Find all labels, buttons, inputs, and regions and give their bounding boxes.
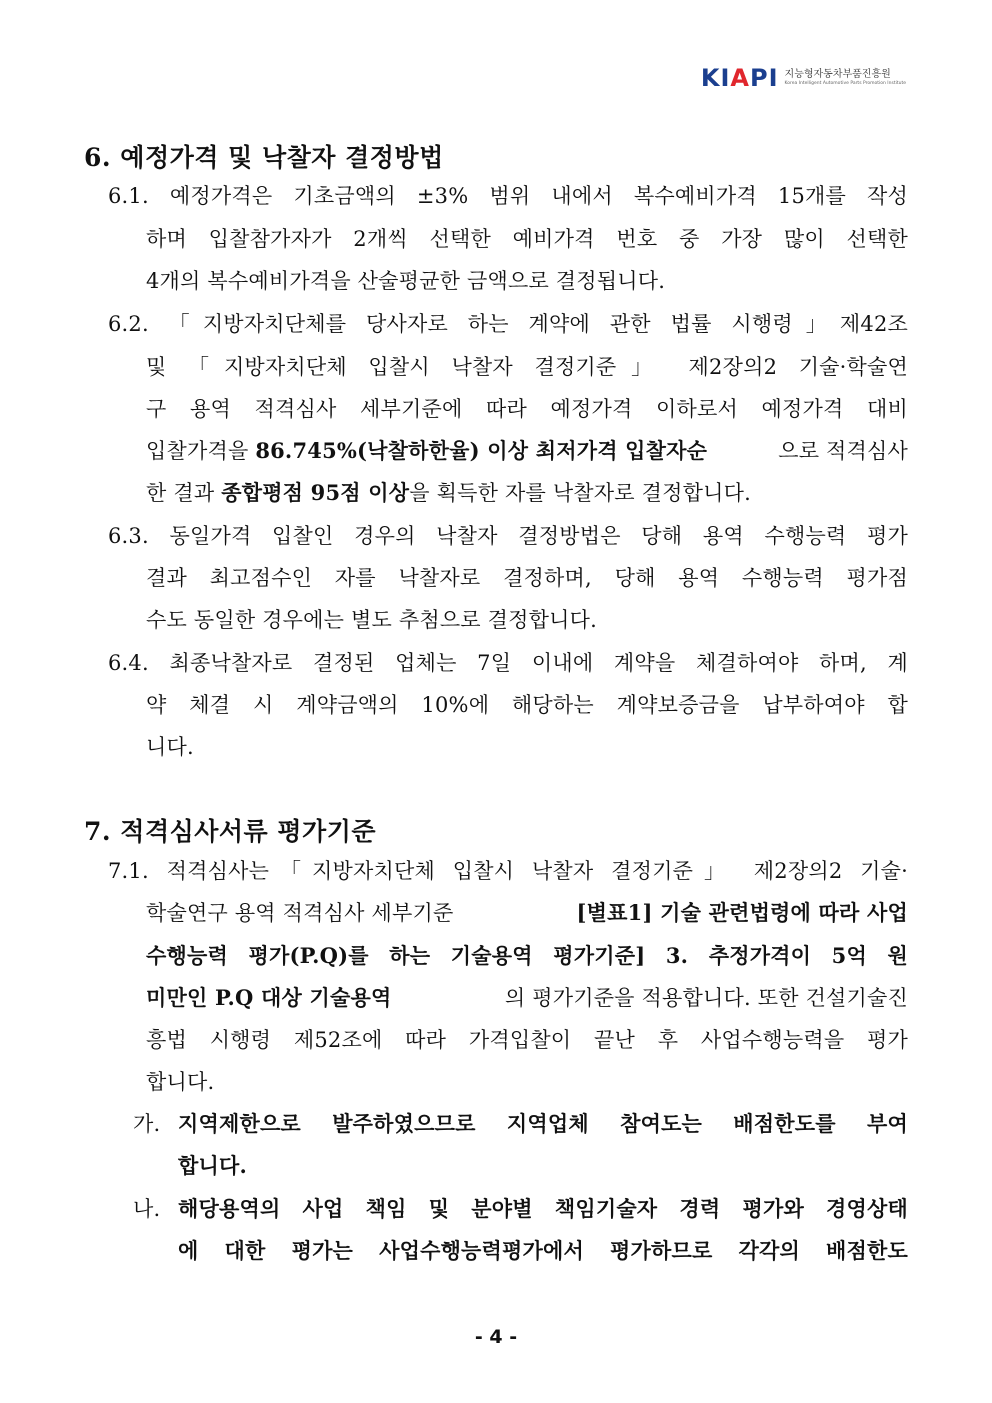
item-ga-line: 합니다. (178, 1153, 247, 1178)
para-6-3-line: 결과 최고점수인 자를 낙찰자로 결정하며, 당해 용역 수행능력 평가점 (146, 566, 908, 590)
item-na-line: 에 대한 평가는 사업수행능력평가에서 평가하므로 각각의 배점한도 (178, 1238, 908, 1263)
para-7-1-line: 수행능력 평가(P.Q)를 하는 기술용역 평가기준] 3. 추정가격이 5억 원 (146, 943, 908, 968)
bold-rate: 86.745%(낙찰하한율) 이상 최저가격 입찰자순 (255, 438, 708, 463)
para-6-4-line: 6.4. 최종낙찰자로 결정된 업체는 7일 이내에 계약을 체결하여야 하며, 계 (108, 651, 908, 675)
item-ga-marker: 가. (133, 1112, 161, 1136)
section-7-title: 7. 적격심사서류 평가기준 (84, 817, 377, 846)
para-7-1-line: 흥법 시행령 제52조에 따라 가격입찰이 끝난 후 사업수행능력을 평가 (146, 1028, 908, 1052)
para-7-1-line: 미만인 P.Q 대상 기술용역 의 평가기준을 적용합니다. 또한 건설기술진 (146, 985, 908, 1010)
para-6-2-line: 입찰가격을 86.745%(낙찰하한율) 이상 최저가격 입찰자순 으로 적격심사 (146, 438, 908, 463)
kiapi-logo: KIAPI (700, 64, 779, 92)
para-6-2-line: 6.2. 「지방자치단체를 당사자로 하는 계약에 관한 법률 시행령」제42조 (108, 312, 908, 336)
para-6-2-line: 구 용역 적격심사 세부기준에 따라 예정가격 이하로서 예정가격 대비 (146, 397, 908, 421)
para-7-1-line: 7.1. 적격심사는「지방자치단체 입찰시 낙찰자 결정기준」 제2장의2 기술· (108, 859, 908, 883)
org-name-en: Korea Intelligent Automotive Parts Promotion Institute (784, 81, 906, 86)
para-6-4-line: 약 체결 시 계약금액의 10%에 해당하는 계약보증금을 납부하여야 합 (146, 693, 908, 717)
para-6-1-line: 하며 입찰참가자가 2개씩 선택한 예비가격 번호 중 가장 많이 선택한 (146, 227, 908, 251)
para-6-2-line: 한 결과 종합평점 95점 이상을 획득한 자를 낙찰자로 결정합니다. (146, 480, 751, 505)
para-6-3-line: 수도 동일한 경우에는 별도 추첨으로 결정합니다. (146, 608, 597, 632)
para-6-4-line: 니다. (146, 735, 194, 759)
para-6-3-line: 6.3. 동일가격 입찰인 경우의 낙찰자 결정방법은 당해 용역 수행능력 평가 (108, 524, 908, 548)
bold-score: 종합평점 95점 이상 (221, 480, 410, 505)
para-6-2-line: 및 「지방자치단체 입찰시 낙찰자 결정기준」 제2장의2 기술·학술연 (146, 355, 908, 379)
header-logo (701, 66, 906, 90)
item-ga-line: 지역제한으로 발주하였으므로 지역업체 참여도는 배점한도를 부여 (178, 1111, 908, 1136)
section-6-title: 6. 예정가격 및 낙찰자 결정방법 (84, 143, 444, 172)
org-name-ko: 지능형자동차부품진흥원 (784, 69, 891, 80)
item-na-marker: 나. (133, 1197, 161, 1221)
para-7-1-line: 합니다. (146, 1070, 215, 1094)
page-number: - 4 - (474, 1326, 518, 1348)
para-6-1-line: 6.1. 예정가격은 기초금액의 ±3% 범위 내에서 복수예비가격 15개를 작성 (108, 184, 908, 208)
para-7-1-line: 학술연구 용역 적격심사 세부기준 [별표1] 기술 관련법령에 따라 사업 (146, 900, 908, 925)
para-6-1-line: 4개의 복수예비가격을 산술평균한 금액으로 결정됩니다. (146, 269, 666, 293)
item-na-line: 해당용역의 사업 책임 및 분야별 책임기술자 경력 평가와 경영상태 (178, 1196, 908, 1221)
